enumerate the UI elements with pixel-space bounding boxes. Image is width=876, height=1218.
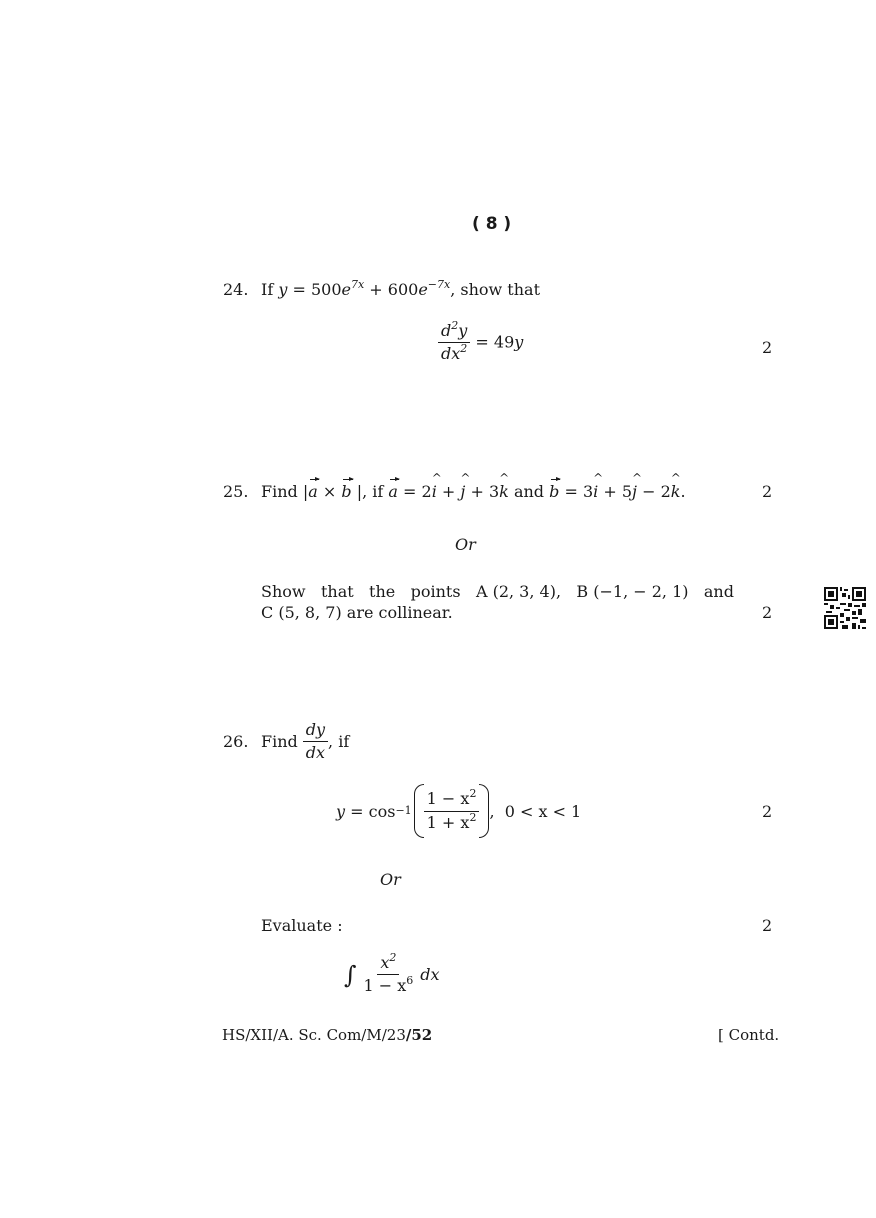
question-25-text: Find |a × b |, if a = 2^ i + ^ j + 3^ k and b = 3^ i + 5^ j − 2^ k. [261,482,686,501]
page-number: ( 8 ) [472,214,512,234]
footer-code: HS/XII/A. Sc. Com/M/23/52 [222,1026,433,1044]
question-24-number: 24. [223,280,249,299]
qr-code-icon [824,587,866,629]
footer-contd: [ Contd. [718,1026,780,1044]
question-26-integral: ∫ $\frac{x^2}{1 - x^6}$ dx [344,951,440,996]
question-25-marks: 2 [762,482,773,501]
question-24-marks: 2 [762,338,773,357]
question-26-equation: y = cos −1 $\frac{1 - x^2}{1 + x^2}$ , 0 < x < 1 [336,784,581,838]
question-25-alt-marks: 2 [762,603,773,622]
question-25-or: Or [455,535,476,554]
question-25-alt-line2: C (5, 8, 7) are collinear. [261,603,453,622]
question-26-marks: 2 [762,802,773,821]
question-25-alt-line1: Show that the points A (2, 3, 4), B (−1, − 2, 1) and [261,582,734,601]
question-25-number: 25. [223,482,249,501]
question-26-or: Or [380,870,401,889]
question-24-equation: $\frac{d^2y}{dx^2}$ = 49y [438,322,523,364]
question-26-number: 26. [223,732,249,751]
question-26-eval-marks: 2 [762,916,773,935]
question-24-text: If $y = 500e^{7x} + 600e^{-7x}$, show that [261,278,541,299]
question-26-text: Find $\frac{dy}{dx}$ , if [261,720,350,763]
question-26-evaluate: Evaluate : [261,916,343,935]
